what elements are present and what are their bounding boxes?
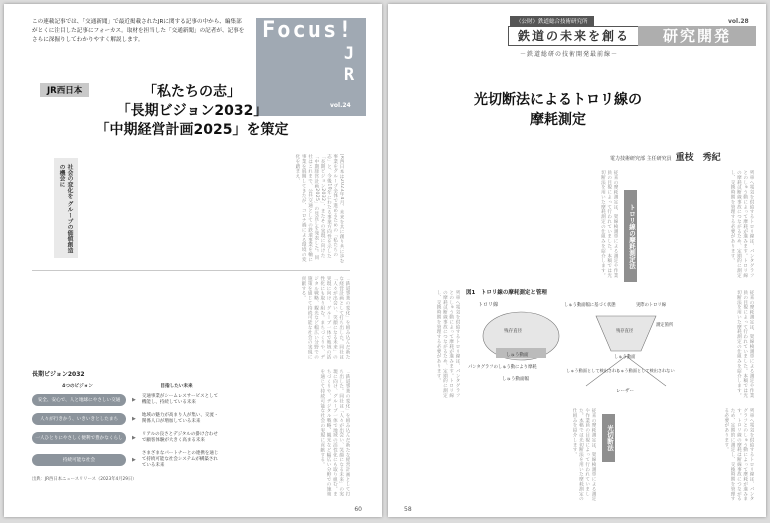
subheading-box <box>54 158 78 258</box>
vision-pill: 人々が行きかう、いきいきとしたまち <box>32 413 126 425</box>
headline-line: 「長期ビジョン2032」 <box>116 103 268 119</box>
focus-jr-j: J <box>343 44 355 64</box>
diagram-label: 実際のトロリ線 <box>636 303 667 308</box>
vision-figure <box>32 369 222 482</box>
diagram-label: レーザー <box>616 389 634 394</box>
article-body-margin <box>32 154 50 264</box>
body-text-a: 列車へ電気を供給するトロリ線は、パンタグラフとのしゅう動によって摩耗が進みます。トロリ線の摩耗は断線事故につながるため、定期的に測定し、交換時期を管理する必要があります。 <box>730 170 754 278</box>
banner-main: 鉄道の未来を創る <box>508 26 640 46</box>
headline <box>62 83 322 140</box>
vision-pill: 安全、安心で、人と地球にやさしい交通 <box>32 394 126 406</box>
banner-subtitle: －鉄道総研の技術開発最前線－ <box>520 51 619 58</box>
wear-diagram <box>466 288 676 398</box>
body-text-e: 列車へ電気を供給するトロリ線は、パンタグラフとのしゅう動によって摩耗が進みます。トロリ線の摩耗は断線事故につながるため、定期的に測定し、交換時期を管理する必要があります。 <box>723 408 754 502</box>
article-body-upper: JR西日本は2023年4月、未来を共に創り共に歩む事業をグループ全体で進めるための「私たちの志」と、今後10年にわたる事業方向性を示した「長期ビジョン2032」、またその実現に向けた「中期経営計画2025」の見直しを発表した。同社はこれまで、公共交通としての鉄道事業を軸に事業を展開してきたが、コロナ禍による環境の変化を踏まえ、 <box>294 154 344 264</box>
arrow-icon: ▶ <box>132 435 136 441</box>
vision-future: リアルの良さとデジタルの掛け合わせで顧客体験が大きく高まる未来 <box>141 432 218 443</box>
banner-accent: 研究開発 <box>638 26 756 46</box>
article-title <box>438 90 678 130</box>
article-body-lower: 「鉄道事業の変化」を組み込んだ新たな経営計画として打ち出した。同社は「人々が出会い、笑顔になる未来」の実現に向け、グループ一体で地域の活性化にも取り組む。まちづくりや、デジタル戦略、観光など幅広い分野での施策を通じて持続可能な社会の実現に貢献する。 <box>319 369 350 497</box>
focus-jr-r: R <box>343 65 355 85</box>
vision-future: さまざまなパートナーとの連携を通じて持続可能な社会システムが構築されている未来 <box>141 451 219 468</box>
title-line: 摩耗測定 <box>530 112 586 128</box>
figure-header <box>32 383 222 389</box>
diagram-label: トロリ線 <box>478 302 499 308</box>
diagram-label: 残存直径 <box>504 329 522 334</box>
page-number: 60 <box>354 506 362 513</box>
diagram-label: しゅう動面幅 <box>502 377 529 382</box>
banner-org: （公財）鉄道総合技術研究所 <box>510 16 594 26</box>
arrow-icon: ▶ <box>132 416 136 422</box>
arrow-icon: ▶ <box>132 397 136 403</box>
series-banner <box>398 16 758 70</box>
banner-vol: vol.28 <box>728 18 749 25</box>
figure-head-right: 目指したい未来 <box>160 384 193 389</box>
headline-line: 「中期経営計画2025」を策定 <box>95 122 289 138</box>
figure-head-left: 4つのビジョン <box>62 384 93 389</box>
left-page <box>4 4 382 517</box>
author-role: 電力技術研究部 主任研究員 <box>610 156 672 162</box>
vision-pill: 持続可能な社会 <box>32 454 126 466</box>
section-heading: 光切断法 <box>602 414 615 462</box>
article-body-middle: 「鉄道事業の変化」を組み込んだ新たな経営計画として打ち出した。同社は「人々が出会い、笑顔になる未来」の実現に向け、グループ一体で地域の活性化にも取り組む。まちづくりや、デジタル戦略、観光など幅広い分野での施策を通じて持続可能な社会の実現に貢献する。 <box>300 276 350 360</box>
page-number: 58 <box>404 506 412 513</box>
subheading-text: 社会の変化を グループの価値創造の機会に <box>58 164 72 254</box>
intro-text: この連載記事では、「交通新聞」で最近掲載されたJRに関する記事の中から、編集部がとくに注目した記事にフォーカス。取材を担当した「交通新聞」の記者が、記事をさらに深掘りしてわかりやすく解説します。 <box>32 19 245 43</box>
figure-title: 長期ビジョン2032 <box>32 371 85 378</box>
diagram-label: パンタグラフのしゅう動により摩耗 <box>468 365 537 370</box>
diagram-label: しゅう動面幅に基づく状態 <box>564 303 616 308</box>
focus-vol: vol.24 <box>330 102 351 109</box>
figure-row <box>32 451 222 469</box>
headline-line: 「私たちの志」 <box>143 84 241 100</box>
diagram-label: しゅう動面として検出されない <box>616 368 675 373</box>
right-page <box>388 4 766 517</box>
figure-source: 出典：JR西日本ニュースリリース（2023年4月29日） <box>32 477 137 482</box>
figure-row <box>32 432 222 444</box>
body-text-c: 列車へ電気を供給するトロリ線は、パンタグラフとのしゅう動によって摩耗が進みます。トロリ線の摩耗は断線事故につながるため、定期的に測定し、交換時期を管理する必要があります。 <box>436 290 460 398</box>
diagram-label: しゅう動面 <box>614 355 636 360</box>
section-heading: トロリ線の摩耗測定法 <box>624 190 637 282</box>
arrow-icon: ▶ <box>132 457 136 463</box>
focus-title: Focus! <box>262 18 354 43</box>
body-text-f: 従来の摩耗測定は、架線検測車による測定や作業員の目視によって行われていました。本稿では光切断法を用いた摩耗測定の仕組みを紹介します。 <box>572 408 596 502</box>
diagram-label: 残存直径 <box>616 329 634 334</box>
figure-row <box>32 413 222 425</box>
vision-pill: 一人ひとりにやさしく便利で豊かなくらし <box>32 432 126 444</box>
author-name: 重枝 秀紀 <box>675 153 721 163</box>
diagram-title: 図1 トロリ線の摩耗測定と管理 <box>466 290 547 296</box>
company-badge: JR西日本 <box>40 83 89 97</box>
vision-future: 交通事業がシームレスサービスとして機能し、持続している未来 <box>141 394 219 405</box>
title-line: 光切断法によるトロリ線の <box>474 92 642 108</box>
focus-jr <box>340 44 358 86</box>
diagram-svg <box>466 296 676 396</box>
figure-row <box>32 394 222 406</box>
diagram-label: 測定箇所 <box>656 323 674 328</box>
diagram-label: しゅう動面として検出される <box>566 368 621 373</box>
body-text-b: 従来の摩耗測定は、架線検測車による測定や作業員の目視によって行われていました。本稿では光切断法を用いた摩耗測定の仕組みを紹介します。 <box>600 170 618 278</box>
diagram-label: しゅう動面 <box>506 353 529 358</box>
divider <box>32 270 350 271</box>
body-text-d: 従来の摩耗測定は、架線検測車による測定や作業員の目視によって行われていました。本稿では光切断法を用いた摩耗測定の仕組みを紹介します。 <box>736 290 754 398</box>
vision-future: 地域の魅力が高まり人が集い、交流・関係人口が増加している未来 <box>141 413 219 424</box>
author <box>610 150 721 163</box>
